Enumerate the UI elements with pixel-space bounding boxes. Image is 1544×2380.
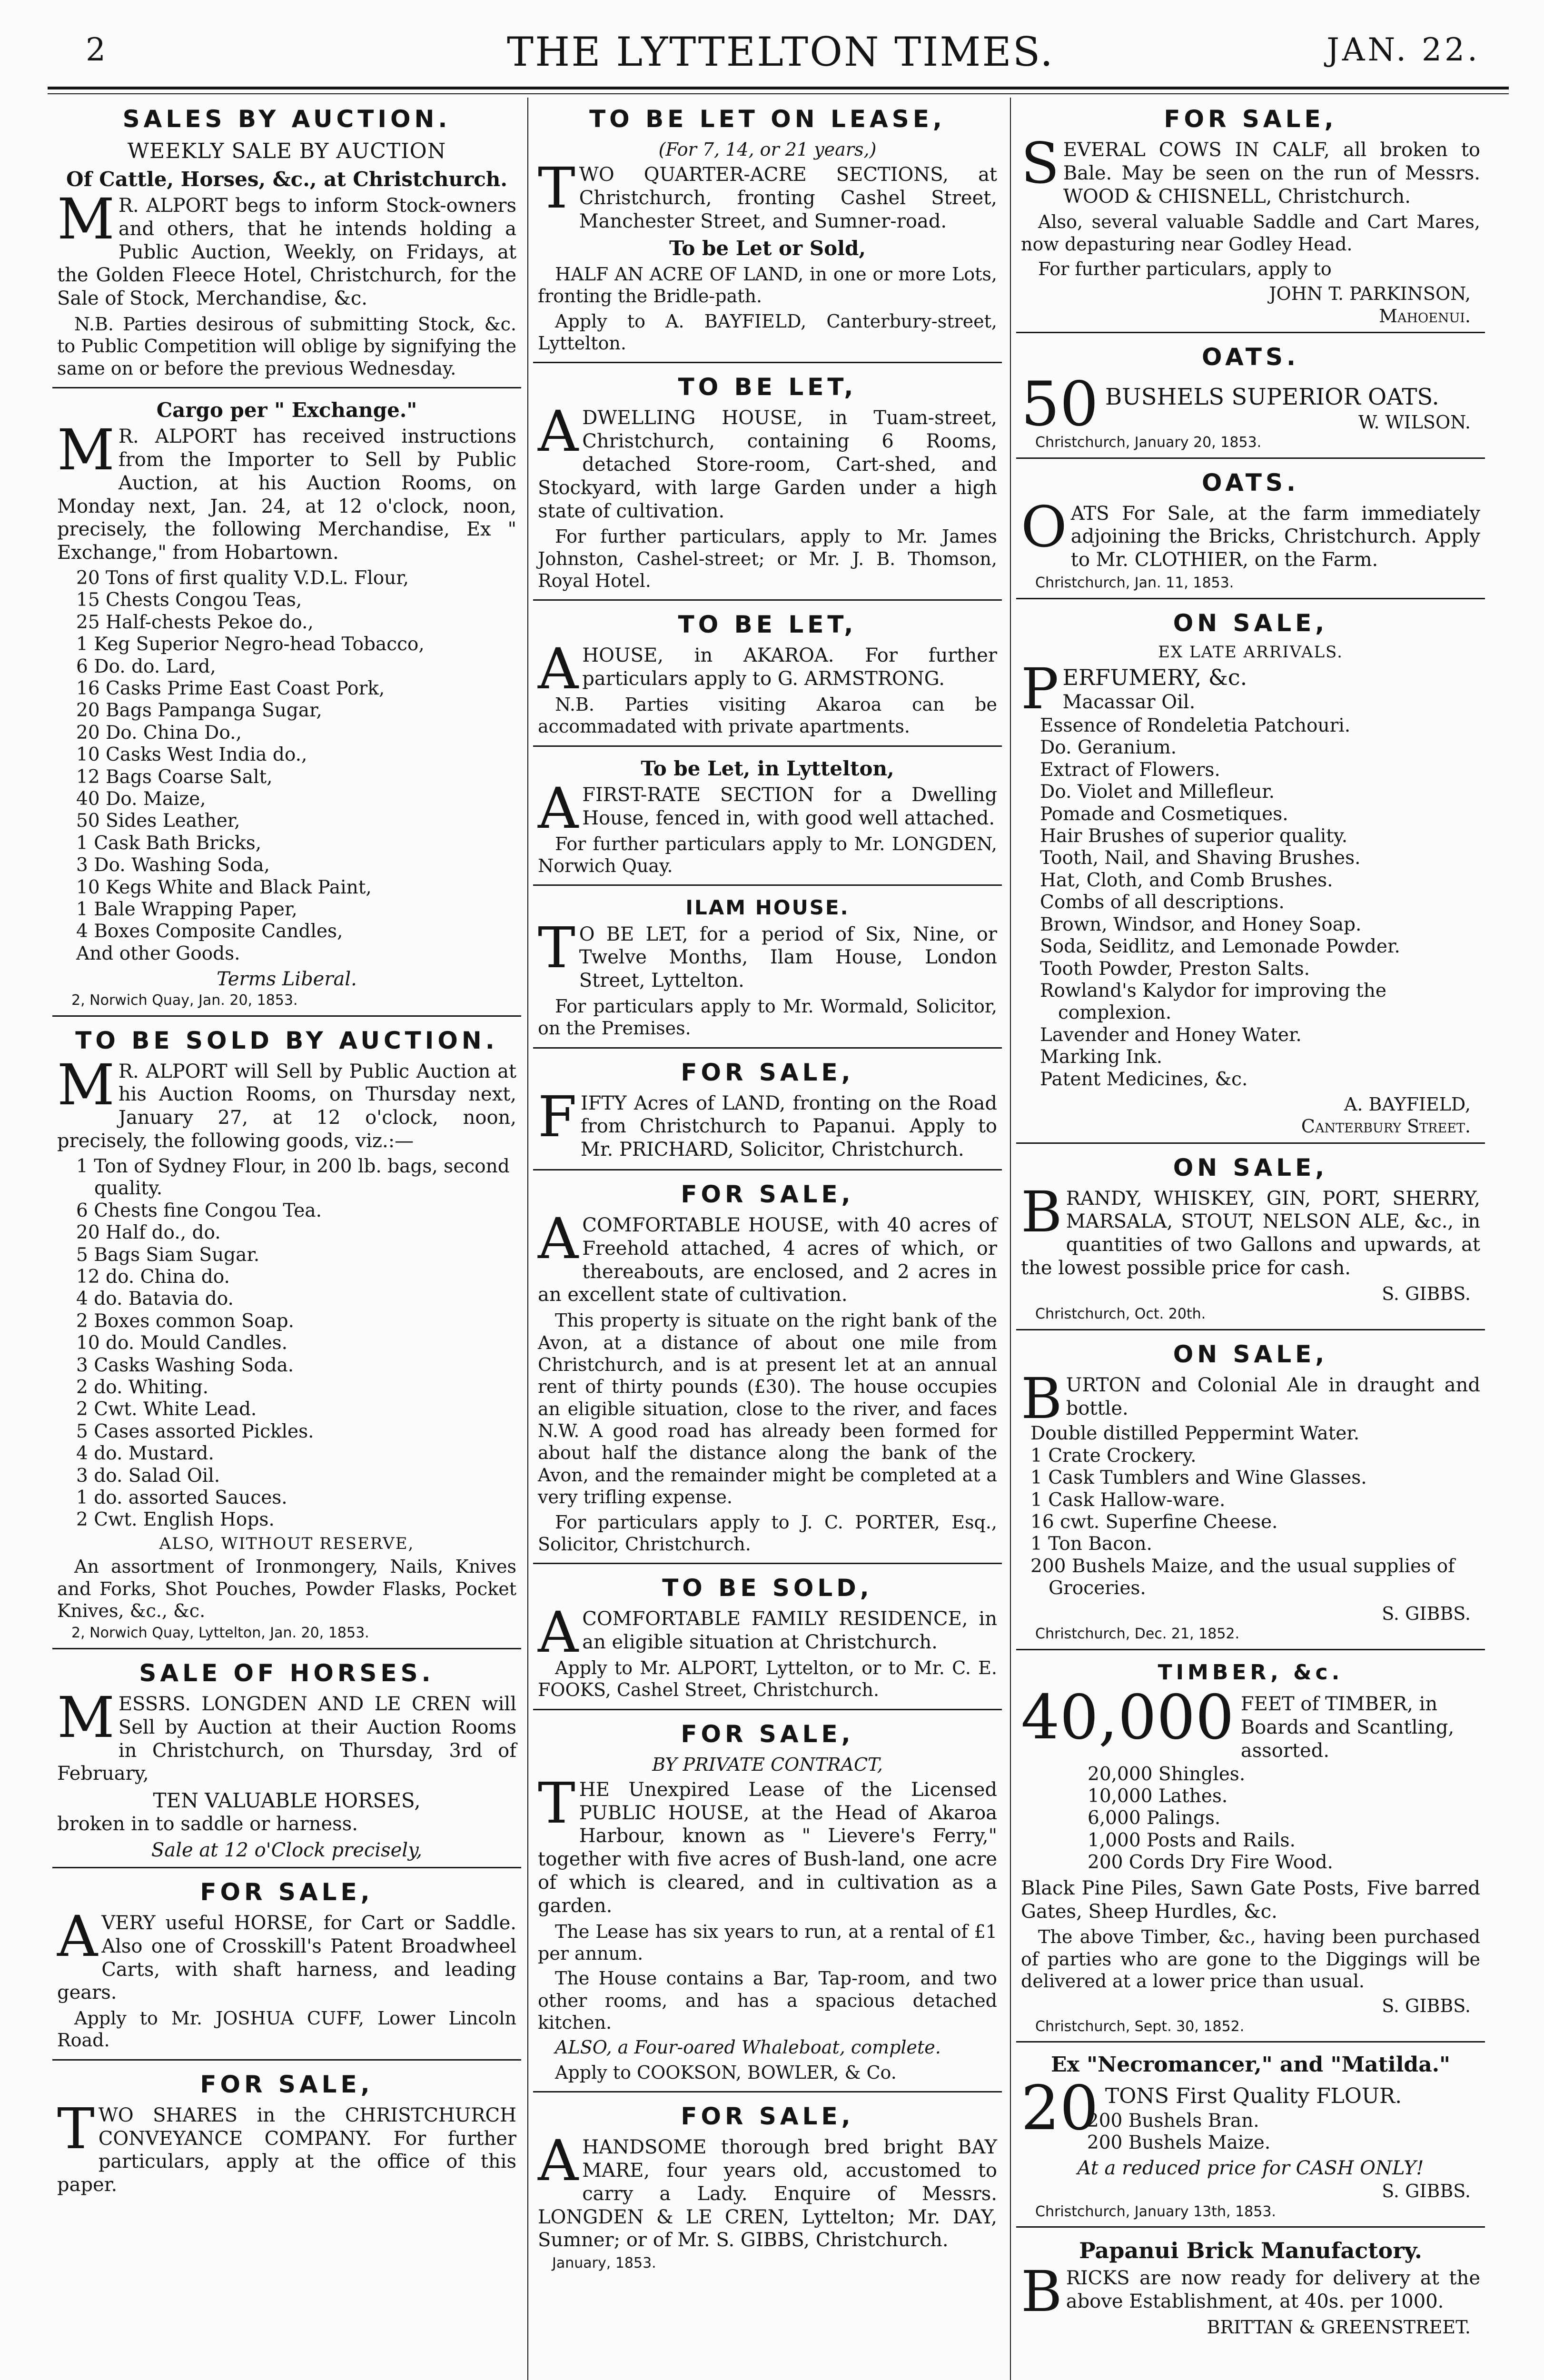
list-item: 6 Do. do. Lard,: [76, 655, 216, 677]
ad-body: An assortment of Ironmongery, Nails, Knives and Forks, Shot Pouches, Powder Flasks, Pocket Knives, &c., &c.: [57, 1556, 516, 1621]
list-item: 20 Do. China Do.,: [76, 722, 242, 744]
ad-heading: SALES BY AUCTION.: [122, 105, 451, 133]
ad-body: AHOUSE, in AKAROA. For further particulars apply to G. ARMSTRONG.: [538, 636, 997, 702]
masthead-rule: [48, 87, 1509, 89]
advertisement: [533, 1175, 1002, 1564]
list-item: 20,000 Shingles.: [1088, 1763, 1246, 1785]
list-item: 40 Do. Maize,: [76, 788, 206, 810]
item-list: [76, 1156, 516, 1531]
column-1: [52, 100, 521, 2209]
advertisement: [52, 1021, 521, 1649]
ad-apply: For particulars apply to Mr. Wormald, Solicitor, on the Premises.: [538, 995, 997, 1039]
ad-signature: S. GIBBS.: [1382, 2181, 1471, 2202]
ad-dateline: Christchurch, January 13th, 1853.: [1035, 2203, 1276, 2220]
ad-body: AFIRST-RATE SECTION for a Dwelling House, fenced in, with good well attached.: [538, 775, 997, 842]
list-item: 5 Bags Siam Sugar.: [76, 1244, 260, 1266]
list-item: Marking Ink.: [1040, 1046, 1162, 1068]
ad-body: THE Unexpired Lease of the Licensed PUBLIC HOUSE, at the Head of Akaroa Harbour, known as " Lievere's Ferry," together with five acres of Bush-land, one acre of which is cleared, and in cultivation as a garden.: [538, 1770, 997, 1917]
ad-heading: FOR SALE,: [200, 2070, 374, 2098]
list-item: Essence of Rondeletia Patchouri.: [1040, 715, 1351, 737]
ad-big-number: 50: [1021, 377, 1099, 434]
ad-heading: TO BE SOLD,: [662, 1574, 873, 1602]
ad-body: BUSHELS SUPERIOR OATS.: [1105, 384, 1439, 411]
list-item: Rowland's Kalydor for improving the complexion.: [1040, 980, 1386, 1024]
ad-signature: S. GIBBS.: [1382, 1283, 1471, 1304]
ad-heading: ON SALE,: [1173, 609, 1328, 637]
ad-heading: FOR SALE,: [681, 1180, 854, 1209]
ad-signature: A. BAYFIELD,: [1344, 1093, 1471, 1115]
ad-heading: FOR SALE,: [681, 1720, 854, 1748]
advertisement: [533, 1053, 1002, 1170]
ad-big-number: 20: [1021, 2081, 1099, 2144]
advertisement: [1016, 100, 1485, 333]
list-item: 4 do. Mustard.: [76, 1443, 214, 1465]
list-item: 5 Cases assorted Pickles.: [76, 1420, 314, 1442]
advertisement: [533, 100, 1002, 363]
advertisement: [52, 393, 521, 1017]
list-item: Extract of Flowers.: [1040, 759, 1220, 781]
advertisement: [533, 1569, 1002, 1710]
list-item: Tooth Powder, Preston Salts.: [1040, 958, 1310, 980]
ad-heading: TO BE LET,: [678, 611, 857, 639]
ad-time: Sale at 12 o'Clock precisely,: [151, 1839, 423, 1862]
list-item: Pomade and Cosmetiques.: [1040, 803, 1288, 825]
ad-subheading: (For 7, 14, or 21 years,): [658, 139, 877, 160]
ad-price-note: At a reduced price for CASH ONLY!: [1077, 2157, 1424, 2180]
ad-heading: FOR SALE,: [1164, 105, 1337, 133]
masthead-rule-thin: [48, 93, 1509, 94]
advertisement: [533, 2097, 1002, 2278]
advertisement: [533, 605, 1002, 746]
list-item: Combs of all descriptions.: [1040, 892, 1285, 913]
advertisement: [1016, 464, 1485, 599]
list-item: 20 Half do., do.: [76, 1222, 221, 1244]
ad-heading: FOR SALE,: [681, 1058, 854, 1086]
ad-subheading: WEEKLY SALE BY AUCTION: [127, 139, 446, 163]
ad-body: TWO SHARES in the CHRISTCHURCH CONVEYANCE COMPANY. For further particulars, apply at the office of this paper.: [57, 2095, 516, 2196]
ad-note: N.B. Parties visiting Akaroa can be accommadated with private apartments.: [538, 694, 997, 737]
ad-centered: TEN VALUABLE HORSES,: [153, 1789, 421, 1813]
ad-subheading: EX LATE ARRIVALS.: [1158, 642, 1343, 662]
ad-dateline: 2, Norwich Quay, Jan. 20, 1853.: [71, 992, 298, 1009]
ad-heading: ILAM HOUSE.: [685, 896, 850, 920]
item-list: [1030, 1423, 1480, 1599]
ad-body: FIFTY Acres of LAND, fronting on the Road from Christchurch to Papanui. Apply to Mr. PRICHARD, Solicitor, Christchurch.: [538, 1083, 997, 1161]
masthead: [76, 29, 1485, 86]
advertisement: [1016, 1335, 1485, 1650]
advertisement: [1016, 1655, 1485, 2043]
ad-body: BRANDY, WHISKEY, GIN, PORT, SHERRY, MARSALA, STOUT, NELSON ALE, &c., in quantities of two Gallons and upwards, at the lowest possible price for cash.: [1021, 1179, 1480, 1279]
list-item: 16 Casks Prime East Coast Pork,: [76, 678, 385, 700]
list-item: Hat, Cloth, and Comb Brushes.: [1040, 869, 1333, 891]
ad-body: broken in to saddle or harness.: [57, 1813, 358, 1835]
ad-heading: OATS.: [1201, 468, 1300, 496]
ad-body: AHANDSOME thorough bred bright BAY MARE, four years old, accustomed to carry a Lady. Enquire of Messrs. LONGDEN & LE CREN, Lyttelton; Mr. DAY, Sumner; or of Mr. S. GIBBS, Christchurch.: [538, 2128, 997, 2251]
list-item: 12 Bags Coarse Salt,: [76, 766, 273, 788]
list-item: Do. Violet and Millefleur.: [1040, 781, 1275, 803]
ad-signature: Mahoenui.: [1379, 305, 1471, 327]
list-item: 10 Kegs White and Black Paint,: [76, 876, 372, 898]
ad-dateline: 2, Norwich Quay, Lyttelton, Jan. 20, 1853.: [71, 1625, 369, 1642]
column-divider: [527, 98, 528, 2380]
ad-heading: FOR SALE,: [200, 1878, 374, 1906]
list-item: 200 Bushels Maize.: [1087, 2132, 1271, 2154]
ad-body: Black Pine Piles, Sawn Gate Posts, Five barred Gates, Sheep Hurdles, &c.: [1021, 1877, 1480, 1923]
ad-apply: Apply to Mr. JOSHUA CUFF, Lower Lincoln Road.: [57, 2008, 516, 2051]
advertisement: [1016, 1149, 1485, 1330]
list-item: 1 Ton Bacon.: [1030, 1533, 1152, 1555]
ad-body: MESSRS. LONGDEN AND LE CREN will Sell by Auction at their Auction Rooms in Christchurch, on Thursday, 3rd of February,: [57, 1684, 516, 1785]
ad-body: TWO QUARTER-ACRE SECTIONS, at Christchurch, fronting Cashel Street, Manchester Street, and Sumner-road.: [538, 155, 997, 232]
list-item: 10,000 Lathes.: [1088, 1785, 1228, 1807]
ad-apply: For further particulars apply to Mr. LONGDEN, Norwich Quay.: [538, 833, 997, 876]
ad-body: TO BE LET, for a period of Six, Nine, or Twelve Months, Ilam House, London Street, Lyttelton.: [538, 914, 997, 992]
list-item: 4 Boxes Composite Candles,: [76, 921, 343, 942]
ad-body: ADWELLING HOUSE, in Tuam-street, Christchurch, containing 6 Rooms, detached Store-room, Cart-shed, and Stockyard, with large Garden under a high state of cultivation.: [538, 398, 997, 522]
ad-note: N.B. Parties desirous of submitting Stock, &c. to Public Competition will oblige by signifying the same on or before the previous Wednesday.: [57, 313, 516, 379]
ad-body: The Lease has six years to run, at a rental of £1 per annum.: [538, 1921, 997, 1964]
list-item: 2 Cwt. English Hops.: [76, 1509, 275, 1531]
column-2: [533, 100, 1002, 2283]
ad-heading: Ex "Necromancer," and "Matilda.": [1051, 2053, 1450, 2077]
ad-body: The above Timber, &c., having been purchased of parties who are gone to the Diggings will be delivered at a lower price than usual.: [1021, 1926, 1480, 1992]
list-item: Patent Medicines, &c.: [1040, 1068, 1248, 1090]
ad-body: SEVERAL COWS IN CALF, all broken to Bale. May be seen on the run of Messrs. WOOD & CHISNELL, Christchurch.: [1021, 130, 1480, 208]
list-item: Tooth, Nail, and Shaving Brushes.: [1040, 847, 1361, 869]
ad-dateline: Christchurch, Dec. 21, 1852.: [1035, 1626, 1240, 1643]
list-item: 25 Half-chests Pekoe do.,: [76, 611, 314, 633]
list-item: 20 Tons of first quality V.D.L. Flour,: [76, 567, 409, 589]
ad-body: FEET of TIMBER, in Boards and Scantling, assorted.: [1240, 1693, 1455, 1762]
list-item: 1 do. assorted Sauces.: [76, 1487, 287, 1508]
ad-body: OATS For Sale, at the farm immediately adjoining the Bricks, Christchurch. Apply to Mr. CLOTHIER, on the Farm.: [1021, 494, 1480, 571]
ad-dateline: Christchurch, Sept. 30, 1852.: [1035, 2018, 1245, 2035]
advertisement: [533, 1715, 1002, 2093]
item-list: [1040, 715, 1480, 1091]
advertisement: [52, 1654, 521, 1868]
item-list: [1088, 1764, 1480, 1874]
ad-heading: FOR SALE,: [681, 2102, 854, 2131]
ad-terms: Terms Liberal.: [217, 968, 357, 991]
ad-lead: Macassar Oil.: [1062, 691, 1196, 714]
ad-apply: Apply to Mr. ALPORT, Lyttelton, or to Mr. C. E. FOOKS, Cashel Street, Christchurch.: [538, 1657, 997, 1701]
ad-body: ACOMFORTABLE FAMILY RESIDENCE, in an eligible situation at Christchurch.: [538, 1599, 997, 1666]
ad-heading: To be Let, in Lyttelton,: [641, 756, 894, 780]
ad-signature: JOHN T. PARKINSON,: [1269, 283, 1471, 305]
list-item: Brown, Windsor, and Honey Soap.: [1040, 913, 1362, 935]
item-list: [1021, 2110, 1480, 2154]
list-item: And other Goods.: [76, 942, 240, 964]
ad-body: BRICKS are now ready for delivery at the above Establishment, at 40s. per 1000.: [1021, 2259, 1480, 2325]
ad-dateline: Christchurch, Oct. 20th.: [1035, 1306, 1206, 1323]
list-item: Do. Geranium.: [1040, 737, 1177, 759]
ad-apply: Apply to COOKSON, BOWLER, & Co.: [555, 2062, 897, 2083]
list-item: 1 Cask Tumblers and Wine Glasses.: [1030, 1467, 1367, 1489]
issue-date: JAN. 22.: [1326, 31, 1480, 68]
ad-body: ACOMFORTABLE HOUSE, with 40 acres of Freehold attached, 4 acres of which, or thereabouts, are enclosed, and 2 acres in an excellent state of cultivation.: [538, 1206, 997, 1306]
advertisement: [533, 752, 1002, 886]
list-item: 1 Ton of Sydney Flour, in 200 lb. bags, second quality.: [76, 1155, 510, 1200]
list-item: 10 Casks West India do.,: [76, 744, 307, 766]
ad-signature: S. GIBBS.: [1382, 1995, 1471, 2017]
list-item: 3 Casks Washing Soda.: [76, 1354, 294, 1376]
list-item: 12 do. China do.: [76, 1266, 230, 1288]
ad-body: TONS First Quality FLOUR.: [1105, 2084, 1402, 2108]
list-item: 2 Cwt. White Lead.: [76, 1398, 257, 1420]
list-item: 50 Sides Leather,: [76, 810, 240, 832]
list-item: 6 Chests fine Congou Tea.: [76, 1200, 322, 1221]
advertisement: [1016, 604, 1485, 1144]
advertisement: [533, 891, 1002, 1048]
list-item: 1 Crate Crockery.: [1030, 1445, 1197, 1467]
list-item: 1 Cask Bath Bricks,: [76, 832, 262, 854]
advertisement: [1016, 2232, 1485, 2343]
list-item: 200 Bushels Maize, and the usual supplies of Groceries.: [1030, 1555, 1455, 1599]
list-item: 10 do. Mould Candles.: [76, 1332, 288, 1354]
list-item: 16 cwt. Superfine Cheese.: [1030, 1511, 1278, 1533]
ad-dateline: Christchurch, January 20, 1853.: [1035, 434, 1262, 451]
ad-heading: Papanui Brick Manufactory.: [1079, 2238, 1422, 2264]
advertisement: [1016, 2047, 1485, 2228]
ad-subheading: Of Cattle, Horses, &c., at Christchurch.: [66, 167, 507, 191]
ad-heading: TIMBER, &c.: [1158, 1660, 1344, 1685]
ad-apply: Apply to A. BAYFIELD, Canterbury-street, Lyttelton.: [538, 310, 997, 354]
list-item: Soda, Seidlitz, and Lemonade Powder.: [1040, 936, 1400, 958]
list-item: 200 Bushels Bran.: [1087, 2110, 1259, 2132]
advertisement: [52, 2065, 521, 2204]
advertisement: [52, 1873, 521, 2061]
ad-body: MR. ALPORT begs to inform Stock-owners and others, that he intends holding a Public Auction, Weekly, on Fridays, at the Golden Fleece Hotel, Christchurch, for the Sale of Stock, Merchandise, &c.: [57, 186, 516, 310]
list-item: 1 Bale Wrapping Paper,: [76, 899, 297, 921]
list-item: 3 do. Salad Oil.: [76, 1465, 220, 1487]
ad-heading: TO BE LET ON LEASE,: [589, 105, 946, 133]
ad-dateline: January, 1853.: [552, 2255, 656, 2272]
ad-body: AVERY useful HORSE, for Cart or Saddle. Also one of Crosskill's Patent Broadwheel Carts, with shaft harness, and leading gears.: [57, 1903, 516, 2004]
ad-heading: ON SALE,: [1173, 1340, 1328, 1368]
list-item: 200 Cords Dry Fire Wood.: [1088, 1852, 1333, 1874]
list-item: 3 Do. Washing Soda,: [76, 854, 270, 876]
ad-signature: BRITTAN & GREENSTREET.: [1207, 2316, 1471, 2338]
list-item: 1 Keg Superior Negro-head Tobacco,: [76, 634, 425, 655]
ad-signature: S. GIBBS.: [1382, 1603, 1471, 1624]
list-item: Double distilled Peppermint Water.: [1030, 1423, 1360, 1445]
ad-apply: For further particulars, apply to: [1038, 258, 1332, 280]
ad-heading: OATS.: [1201, 343, 1300, 371]
ad-also: ALSO, WITHOUT RESERVE,: [159, 1534, 415, 1553]
ad-body: The House contains a Bar, Tap-room, and two other rooms, and has a spacious detached kitchen.: [538, 1968, 997, 2033]
ad-subheading: BY PRIVATE CONTRACT,: [652, 1754, 883, 1775]
ad-body: BURTON and Colonial Ale in draught and bottle.: [1021, 1365, 1480, 1431]
ad-body: MR. ALPORT has received instructions from the Importer to Sell by Public Auction, at his Auction Rooms, on Monday next, Jan. 24, at 12 o'clock, noon, precisely, the following Merchandise, Ex " Exchange," from Hobartown.: [57, 417, 516, 564]
ad-apply: For particulars apply to J. C. PORTER, Esq., Solicitor, Christchurch.: [538, 1511, 997, 1555]
ad-signature: W. WILSON.: [1358, 411, 1471, 433]
ad-heading: SALE OF HORSES.: [139, 1659, 435, 1687]
ad-heading: TO BE SOLD BY AUCTION.: [75, 1026, 498, 1054]
ad-body: This property is situate on the right bank of the Avon, at a distance of about one mile from Christchurch, and is at present let at an annual rent of thirty pounds (£30). The house occupies an eligible situation, close to the river, and faces N.W. A good road has already been formed for about half the distance along the bank of the Avon, and the remainder might be completed at a very trifling expense.: [538, 1310, 997, 1508]
ad-lead: PERFUMERY, &c.: [1021, 656, 1247, 722]
list-item: 1 Cask Hallow-ware.: [1030, 1489, 1226, 1511]
list-item: 1,000 Posts and Rails.: [1088, 1829, 1296, 1851]
ad-big-number: 40,000: [1021, 1690, 1234, 1754]
ad-body: Also, several valuable Saddle and Cart Mares, now depasturing near Godley Head.: [1021, 211, 1480, 255]
ad-also: ALSO, a Four-oared Whaleboat, complete.: [555, 2037, 941, 2058]
advertisement: [52, 100, 521, 388]
column-3: [1016, 100, 1485, 2348]
ad-signature: Canterbury Street.: [1301, 1116, 1471, 1137]
advertisement: [1016, 338, 1485, 459]
list-item: 2 Boxes common Soap.: [76, 1310, 294, 1332]
list-item: 15 Chests Congou Teas,: [76, 589, 302, 611]
ad-heading: ON SALE,: [1173, 1153, 1328, 1181]
page-number: 2: [86, 31, 106, 68]
list-item: Hair Brushes of superior quality.: [1040, 825, 1348, 847]
ad-subheading: To be Let or Sold,: [669, 236, 866, 260]
ad-apply: For further particulars, apply to Mr. James Johnston, Cashel-street; or Mr. J. B. Thomson, Royal Hotel.: [538, 526, 997, 592]
ad-body: HALF AN ACRE OF LAND, in one or more Lots, fronting the Bridle-path.: [538, 263, 997, 307]
list-item: Lavender and Honey Water.: [1040, 1024, 1302, 1046]
ad-heading: TO BE LET,: [678, 373, 857, 401]
column-divider: [1010, 98, 1011, 2380]
ad-body: MR. ALPORT will Sell by Public Auction at his Auction Rooms, on Thursday next, January 27, at 12 o'clock, noon, precisely, the following goods, viz.:—: [57, 1051, 516, 1152]
item-list: [76, 567, 516, 965]
newspaper-title: THE LYTTELTON TIMES.: [507, 29, 1054, 75]
list-item: 4 do. Batavia do.: [76, 1288, 234, 1310]
list-item: 2 do. Whiting.: [76, 1376, 209, 1398]
list-item: 6,000 Palings.: [1088, 1807, 1221, 1829]
ad-heading: Cargo per " Exchange.": [156, 398, 417, 422]
list-item: 20 Bags Pampanga Sugar,: [76, 700, 322, 722]
ad-dateline: Christchurch, Jan. 11, 1853.: [1035, 575, 1234, 592]
advertisement: [533, 368, 1002, 601]
